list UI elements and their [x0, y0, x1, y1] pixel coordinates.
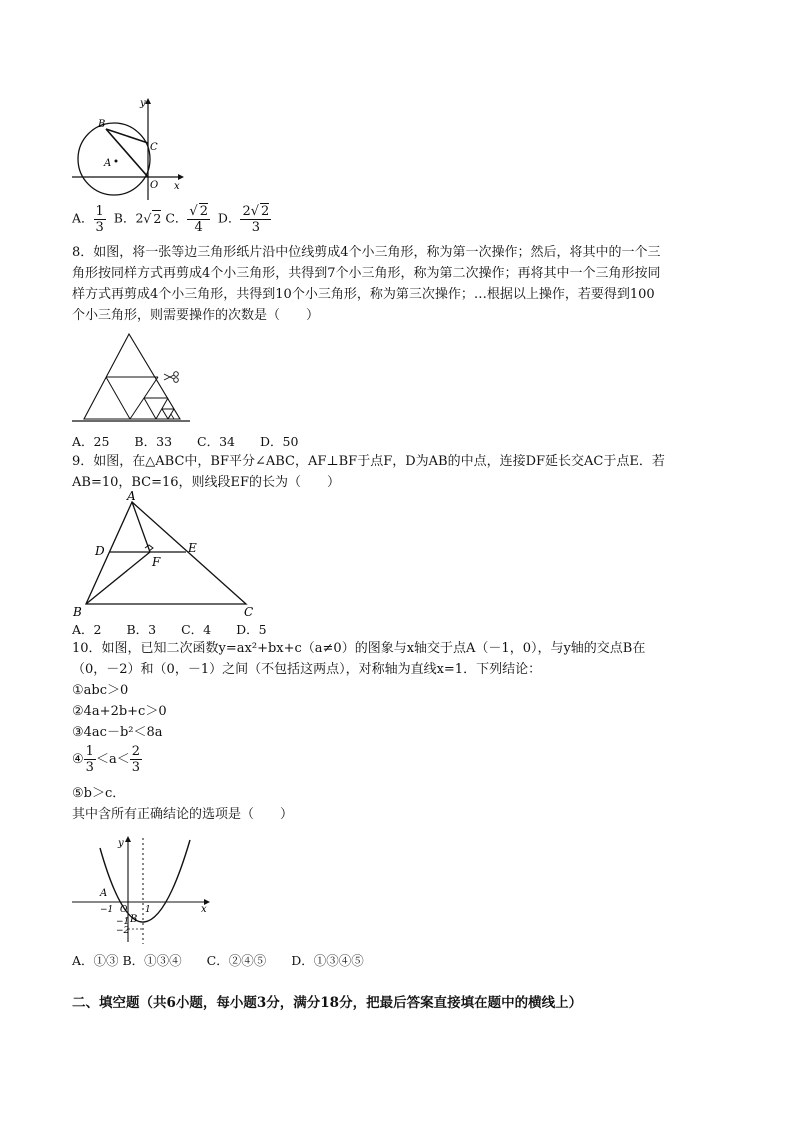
q7-option-a-prefix: A． — [72, 210, 94, 226]
q7-option-c-prefix: C． — [165, 210, 188, 226]
q7-option-a-frac: $\frac{1}{3}$ — [95, 203, 104, 235]
q8-figure — [72, 330, 192, 424]
q9-label-c: C — [244, 605, 254, 618]
q7-x-arrow — [178, 174, 184, 180]
q7-y-arrow — [145, 98, 151, 104]
q9-label-e: E — [188, 541, 197, 555]
q8-line-2: 角形按同样方式再剪成4个小三角形，共得到7个小三角形，称为第二次操作；再将其中一个三角形按同 — [72, 266, 661, 281]
q10-label-y: y — [118, 838, 124, 849]
q10-conclusion-3: ③4ac－b²＜8a — [72, 725, 163, 740]
q10-c4-mid: ＜a＜ — [95, 752, 130, 767]
q10-c4-frac-1: $\frac{1}{3}$ — [85, 744, 94, 775]
q8-line-3: 样方式再剪成4个小三角形，共得到10个小三角形，称为第三次操作；…根据以上操作，若要得到100 — [72, 287, 655, 302]
q10-conclusion-2: ②4a+2b+c＞0 — [72, 704, 167, 719]
q8-cut-left — [106, 377, 130, 419]
q10-line-1: 10．如图，已知二次函数y=ax²+bx+c（a≠0）的图象与x轴交于点A（－1，0），与y轴的交点B在 — [72, 641, 646, 656]
q9-figure — [70, 490, 260, 618]
q10-c4-frac-2: $\frac{2}{3}$ — [131, 744, 140, 775]
q10-y-arrow — [125, 836, 131, 842]
q7-option-b-prefix: B．2 — [113, 210, 144, 226]
section2-heading: 二、填空题（共6小题，每小题3分，满分18分，把最后答案直接填在题中的横线上） — [72, 995, 583, 1011]
q9-label-f: F — [152, 555, 161, 569]
q10-options: A．①③ B．①③④ C．②④⑤ D．①③④⑤ — [72, 953, 364, 968]
q10-label-minus2: −2 — [116, 926, 130, 936]
q9-label-b: B — [73, 605, 82, 618]
q7-option-d-frac: $\frac{2√ 2}{3}$ — [242, 204, 270, 235]
q8-options: A．25 B．33 C．34 D．50 — [72, 434, 299, 449]
q8-tiny-triangle — [168, 414, 174, 419]
q9-triangle-abc — [86, 502, 246, 604]
q7-options — [72, 203, 271, 235]
q7-figure — [70, 96, 195, 201]
q9-segment-bf — [86, 552, 150, 604]
q10-label-o: O — [120, 905, 128, 915]
q10-c4-prefix: ④ — [72, 752, 84, 767]
q9-line-2: AB=10，BC=16，则线段EF的长为（ ） — [72, 475, 341, 490]
q7-circle — [78, 123, 150, 195]
q7-label-x: x — [174, 181, 180, 192]
q7-label-c: C — [150, 142, 158, 153]
q7-label-b: B — [98, 119, 106, 130]
q10-question: 其中含所有正确结论的选项是（ ） — [72, 807, 294, 822]
q7-option-b-root: √ 2 — [143, 210, 162, 226]
q7-label-o: O — [150, 180, 159, 191]
q10-conclusion-1: ①abc＞0 — [72, 683, 129, 698]
q10-label-a: A — [100, 888, 108, 899]
q10-conclusion-5: ⑤b＞c． — [72, 786, 126, 801]
q7-center-dot — [115, 160, 118, 163]
q10-label-minus1-y: −1 — [116, 917, 130, 927]
q7-label-a: A — [104, 158, 112, 169]
q8-cut-3a — [162, 409, 168, 419]
q10-line-2: （0，－2）和（0，－1）之间（不包括这两点），对称轴为直线x=1．下列结论： — [72, 662, 542, 677]
q9-line-1: 9．如图，在△ABC中，BF平分∠ABC，AF⊥BF于点F，D为AB的中点，连接DF延长交AC于点E．若 — [72, 454, 665, 469]
q8-line-1: 8．如图，将一张等边三角形纸片沿中位线剪成4个小三角形，称为第一次操作；然后，将其中的一个三 — [72, 245, 661, 260]
q10-conclusion-4 — [72, 744, 142, 776]
q7-label-y: y — [140, 98, 146, 109]
q8-line-4: 个小三角形，则需要操作的次数是（ ） — [72, 308, 320, 323]
q9-options: A．2 B．3 C．4 D．5 — [72, 622, 267, 637]
q10-label-1: 1 — [145, 905, 151, 915]
q10-figure — [70, 830, 215, 945]
q10-label-x: x — [201, 904, 207, 915]
q7-option-c-frac: $\frac{√ 2}{4}$ — [189, 204, 208, 235]
q7-option-d-prefix: D． — [217, 210, 241, 226]
q9-label-d: D — [95, 544, 105, 558]
q10-label-b: B — [130, 914, 138, 925]
q10-label-minus1: −1 — [100, 905, 114, 915]
q8-cut-2a — [144, 398, 156, 419]
scissors-icon — [164, 372, 178, 383]
q9-label-a: A — [127, 490, 136, 503]
